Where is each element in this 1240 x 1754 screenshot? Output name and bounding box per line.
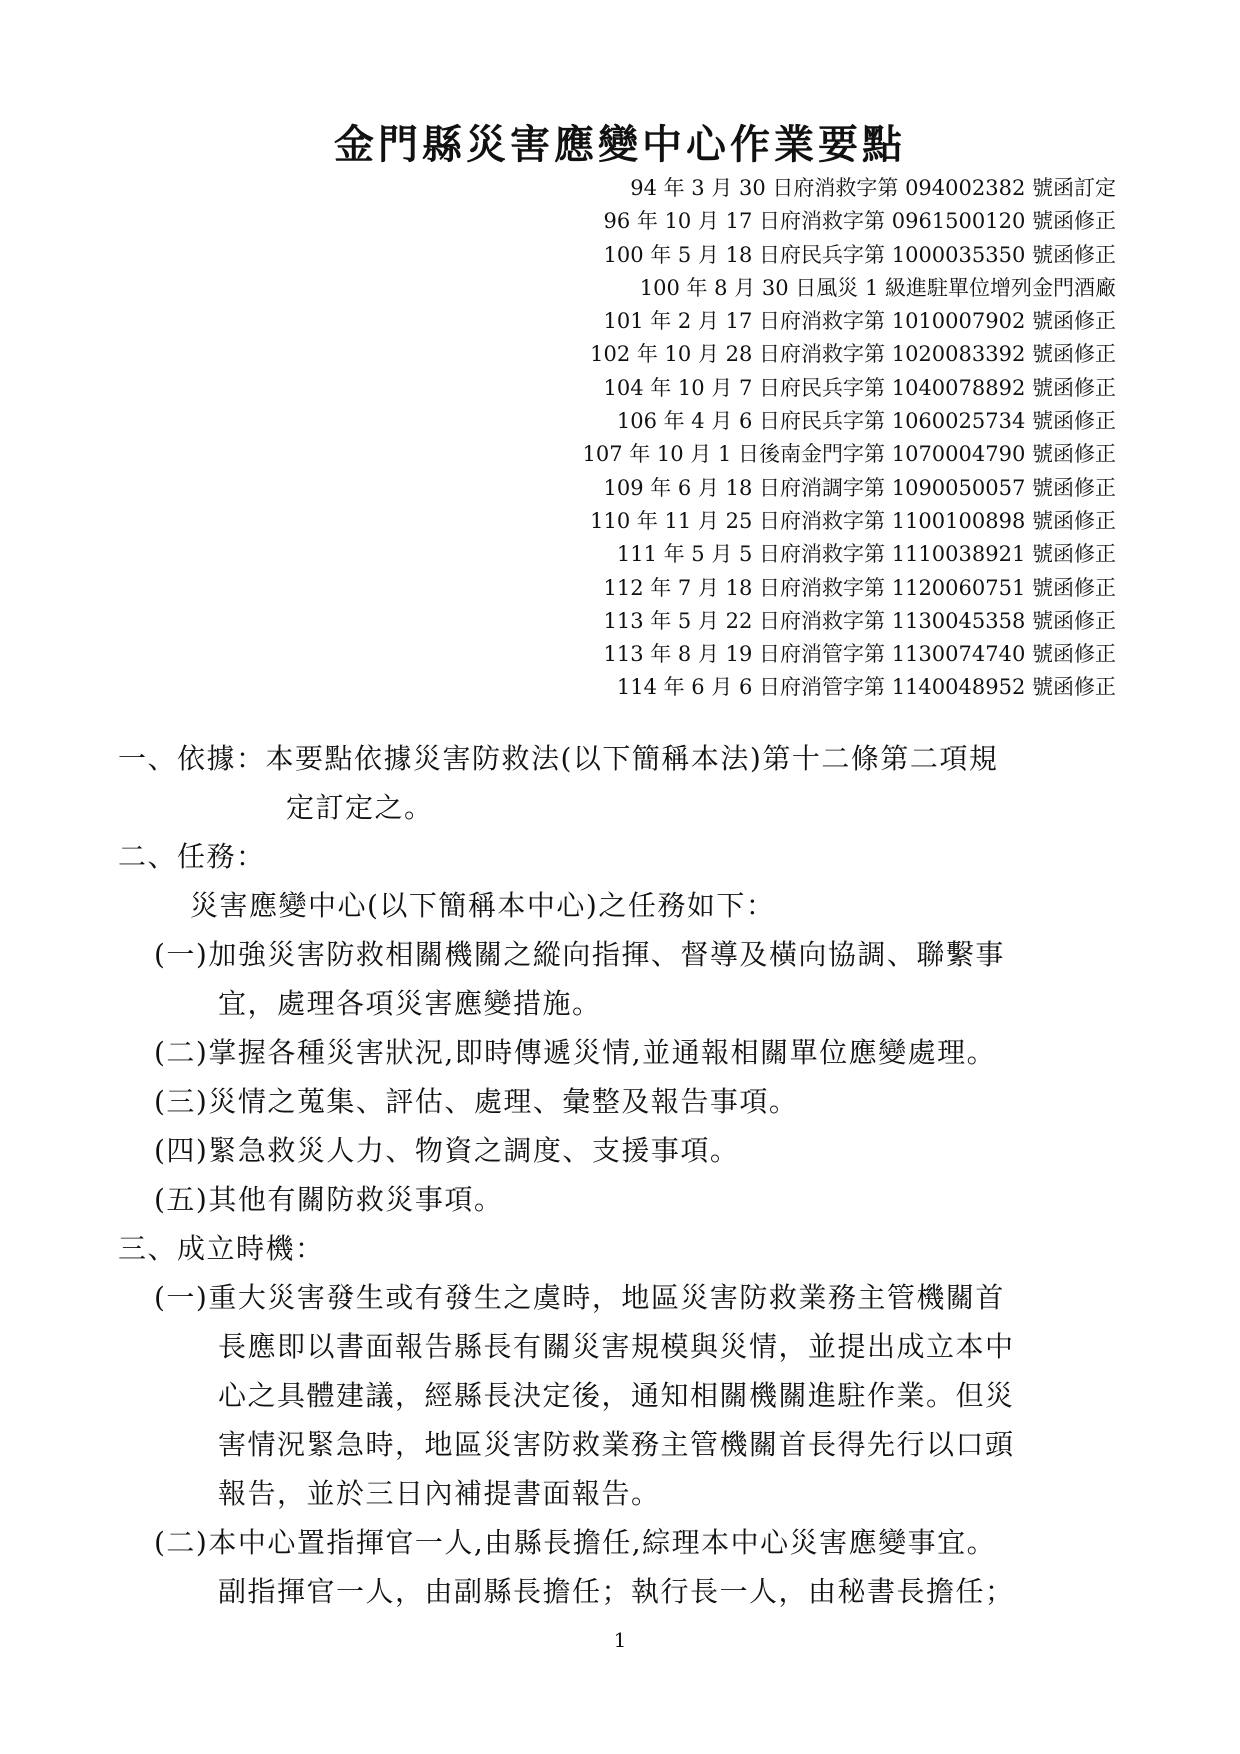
paragraph-line: 宜，處理各項災害應變措施。	[218, 987, 602, 1020]
history-entry: 111 年 5 月 5 日府消救字第 1110038921 號函修正	[616, 542, 1116, 567]
history-entry: 114 年 6 月 6 日府消管字第 1140048952 號函修正	[616, 675, 1116, 700]
list-item: (一)加強災害防救相關機關之縱向指揮、督導及橫向協調、聯繫事	[154, 938, 1005, 971]
history-entry: 112 年 7 月 18 日府消救字第 1120060751 號函修正	[603, 575, 1116, 600]
list-item: (二)本中心置指揮官一人,由縣長擔任,綜理本中心災害應變事宜。	[154, 1526, 997, 1559]
history-entry: 100 年 8 月 30 日風災 1 級進駐單位增列金門酒廠	[639, 275, 1116, 300]
paragraph-line: 副指揮官一人，由副縣長擔任；執行長一人，由秘書長擔任；	[218, 1575, 1015, 1608]
history-entry: 96 年 10 月 17 日府消救字第 0961500120 號函修正	[603, 209, 1116, 234]
section-heading-basis: 一、依據：本要點依據災害防救法(以下簡稱本法)第十二條第二項規	[118, 742, 999, 775]
section-heading-tasks: 二、任務：	[118, 840, 266, 873]
history-entry: 110 年 11 月 25 日府消救字第 1100100898 號函修正	[590, 508, 1116, 533]
list-item: (一)重大災害發生或有發生之虞時，地區災害防救業務主管機關首	[154, 1281, 1005, 1314]
paragraph-line: 心之具體建議，經縣長決定後，通知相關機關進駐作業。但災	[218, 1379, 1015, 1412]
history-entry: 113 年 5 月 22 日府消救字第 1130045358 號函修正	[603, 608, 1116, 633]
history-entry: 100 年 5 月 18 日府民兵字第 1000035350 號函修正	[603, 242, 1116, 267]
section-heading-establishment: 三、成立時機：	[118, 1232, 325, 1265]
history-entry: 104 年 10 月 7 日府民兵字第 1040078892 號函修正	[603, 375, 1116, 400]
list-item: (四)緊急救災人力、物資之調度、支援事項。	[154, 1134, 740, 1167]
history-entry: 106 年 4 月 6 日府民兵字第 1060025734 號函修正	[616, 409, 1116, 434]
page-number: 1	[613, 1628, 627, 1652]
history-entry: 109 年 6 月 18 日府消調字第 1090050057 號函修正	[603, 475, 1116, 500]
history-entry: 94 年 3 月 30 日府消救字第 094002382 號函訂定	[630, 176, 1116, 200]
paragraph-line: 災害應變中心(以下簡稱本中心)之任務如下：	[190, 889, 776, 922]
history-entry: 107 年 10 月 1 日後南金門字第 1070004790 號函修正	[582, 442, 1116, 467]
paragraph-line: 害情況緊急時，地區災害防救業務主管機關首長得先行以口頭	[218, 1428, 1015, 1461]
list-item: (五)其他有關防救災事項。	[154, 1183, 504, 1216]
history-entry: 101 年 2 月 17 日府消救字第 1010007902 號函修正	[603, 309, 1116, 334]
paragraph-line: 定訂定之。	[286, 791, 434, 824]
paragraph-line: 報告，並於三日內補提書面報告。	[218, 1477, 661, 1510]
list-item: (二)掌握各種災害狀況,即時傳遞災情,並通報相關單位應變處理。	[154, 1036, 997, 1069]
list-item: (三)災情之蒐集、評估、處理、彙整及報告事項。	[154, 1085, 799, 1118]
amendment-history	[416, 172, 1116, 705]
history-entry: 102 年 10 月 28 日府消救字第 1020083392 號函修正	[590, 342, 1116, 367]
history-entry: 113 年 8 月 19 日府消管字第 1130074740 號函修正	[603, 642, 1116, 667]
document-title: 金門縣災害應變中心作業要點	[334, 121, 906, 168]
paragraph-line: 長應即以書面報告縣長有關災害規模與災情，並提出成立本中	[218, 1330, 1015, 1363]
